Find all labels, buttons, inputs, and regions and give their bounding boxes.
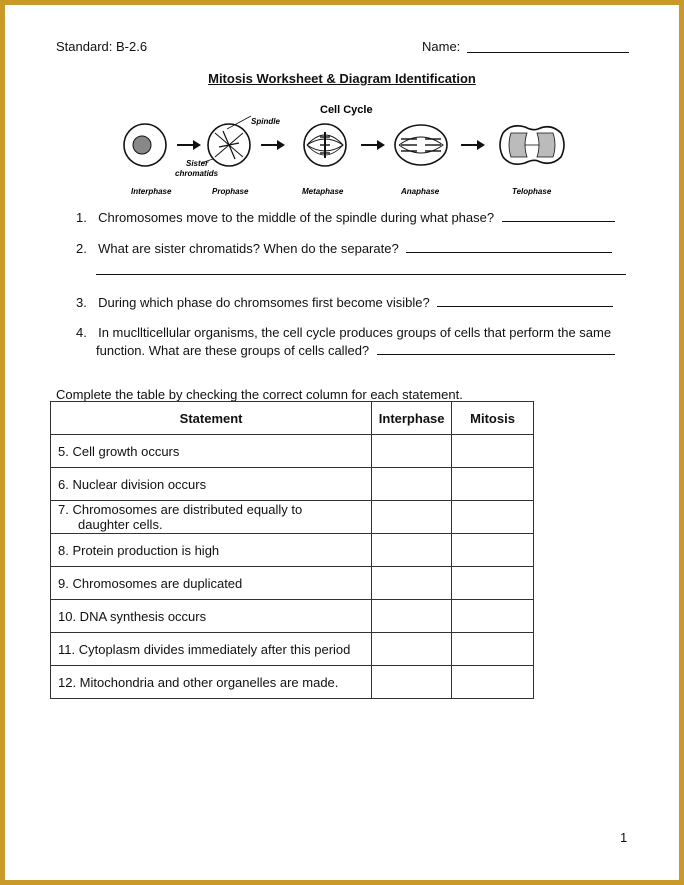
statement-cell: 11. Cytoplasm divides immediately after this period — [51, 633, 372, 666]
question-text: What are sister chromatids? When do the separate? — [98, 241, 399, 256]
worksheet-title: Mitosis Worksheet & Diagram Identification — [208, 71, 476, 86]
column-header-mitosis: Mitosis — [452, 402, 534, 435]
chromatids-label: chromatids — [175, 169, 219, 178]
question-4 — [76, 325, 611, 340]
anaphase-label: Anaphase — [401, 187, 440, 196]
interphase-check-cell[interactable] — [372, 468, 452, 501]
metaphase-label: Metaphase — [302, 187, 344, 196]
question-number: 2. — [76, 241, 87, 256]
mitosis-check-cell[interactable] — [452, 567, 534, 600]
question-number: 3. — [76, 295, 87, 310]
mitosis-check-cell[interactable] — [452, 534, 534, 567]
table-row — [51, 468, 534, 501]
interphase-label: Interphase — [131, 187, 172, 196]
answer-blank[interactable] — [437, 294, 613, 307]
interphase-check-cell[interactable] — [372, 666, 452, 699]
column-header-interphase: Interphase — [372, 402, 452, 435]
spindle-label: Spindle — [251, 117, 280, 126]
answer-blank[interactable] — [406, 240, 612, 253]
mitosis-check-cell[interactable] — [452, 666, 534, 699]
statement-cell: 8. Protein production is high — [51, 534, 372, 567]
standard-label: Standard: B-2.6 — [56, 39, 148, 54]
statement-line-2: daughter cells. — [78, 517, 163, 532]
mitosis-check-cell[interactable] — [452, 501, 534, 534]
page-number: 1 — [620, 830, 628, 845]
question-text: During which phase do chromsomes first become visible? — [98, 295, 430, 310]
arrow-icon — [361, 140, 385, 150]
prophase-cell — [201, 116, 251, 166]
column-header-statement: Statement — [51, 402, 372, 435]
prophase-label: Prophase — [212, 187, 249, 196]
statement-cell: 6. Nuclear division occurs — [51, 468, 372, 501]
arrow-icon — [177, 140, 201, 150]
table-header-row — [51, 402, 534, 435]
question-3 — [76, 294, 613, 310]
telophase-label: Telophase — [512, 187, 552, 196]
table-row — [51, 501, 534, 534]
statement-cell: 12. Mitochondria and other organelles are made. — [51, 666, 372, 699]
question-text: Chromosomes move to the middle of the spindle during what phase? — [98, 210, 495, 225]
statement-table — [50, 401, 534, 699]
statement-cell — [51, 501, 372, 534]
name-blank-line[interactable] — [467, 52, 629, 53]
question-1 — [76, 209, 615, 225]
cell-cycle-diagram — [115, 103, 575, 199]
table-row — [51, 666, 534, 699]
statement-line-1: 7. Chromosomes are distributed equally to — [58, 502, 303, 517]
table-row — [51, 435, 534, 468]
interphase-check-cell[interactable] — [372, 633, 452, 666]
interphase-check-cell[interactable] — [372, 534, 452, 567]
interphase-check-cell[interactable] — [372, 435, 452, 468]
answer-blank[interactable] — [377, 342, 615, 355]
mitosis-check-cell[interactable] — [452, 435, 534, 468]
arrow-icon — [261, 140, 285, 150]
interphase-check-cell[interactable] — [372, 567, 452, 600]
sister-label: Sister — [186, 159, 209, 168]
question-number: 4. — [76, 325, 87, 340]
question-text-continued: function. What are these groups of cells called? — [96, 343, 370, 358]
answer-blank[interactable] — [502, 209, 615, 222]
table-instruction: Complete the table by checking the correct column for each statement. — [56, 387, 463, 402]
table-row — [51, 633, 534, 666]
statement-cell: 10. DNA synthesis occurs — [51, 600, 372, 633]
table-row — [51, 567, 534, 600]
telophase-cell — [500, 126, 564, 164]
mitosis-check-cell[interactable] — [452, 633, 534, 666]
anaphase-cell — [395, 125, 447, 165]
statement-cell: 9. Chromosomes are duplicated — [51, 567, 372, 600]
answer-blank-line[interactable] — [96, 274, 626, 275]
question-text: In mucllticellular organisms, the cell cycle produces groups of cells that perform the same — [98, 325, 612, 340]
interphase-check-cell[interactable] — [372, 600, 452, 633]
interphase-cell — [124, 124, 166, 166]
diagram-heading: Cell Cycle — [320, 104, 373, 116]
interphase-check-cell[interactable] — [372, 501, 452, 534]
question-number: 1. — [76, 210, 87, 225]
mitosis-check-cell[interactable] — [452, 468, 534, 501]
statement-cell: 5. Cell growth occurs — [51, 435, 372, 468]
question-4-continued — [96, 342, 615, 358]
metaphase-cell — [304, 124, 346, 166]
arrow-icon — [461, 140, 485, 150]
table-row — [51, 600, 534, 633]
question-2 — [76, 240, 612, 256]
name-label: Name: — [422, 39, 461, 54]
table-row — [51, 534, 534, 567]
mitosis-check-cell[interactable] — [452, 600, 534, 633]
worksheet-page — [5, 5, 679, 880]
